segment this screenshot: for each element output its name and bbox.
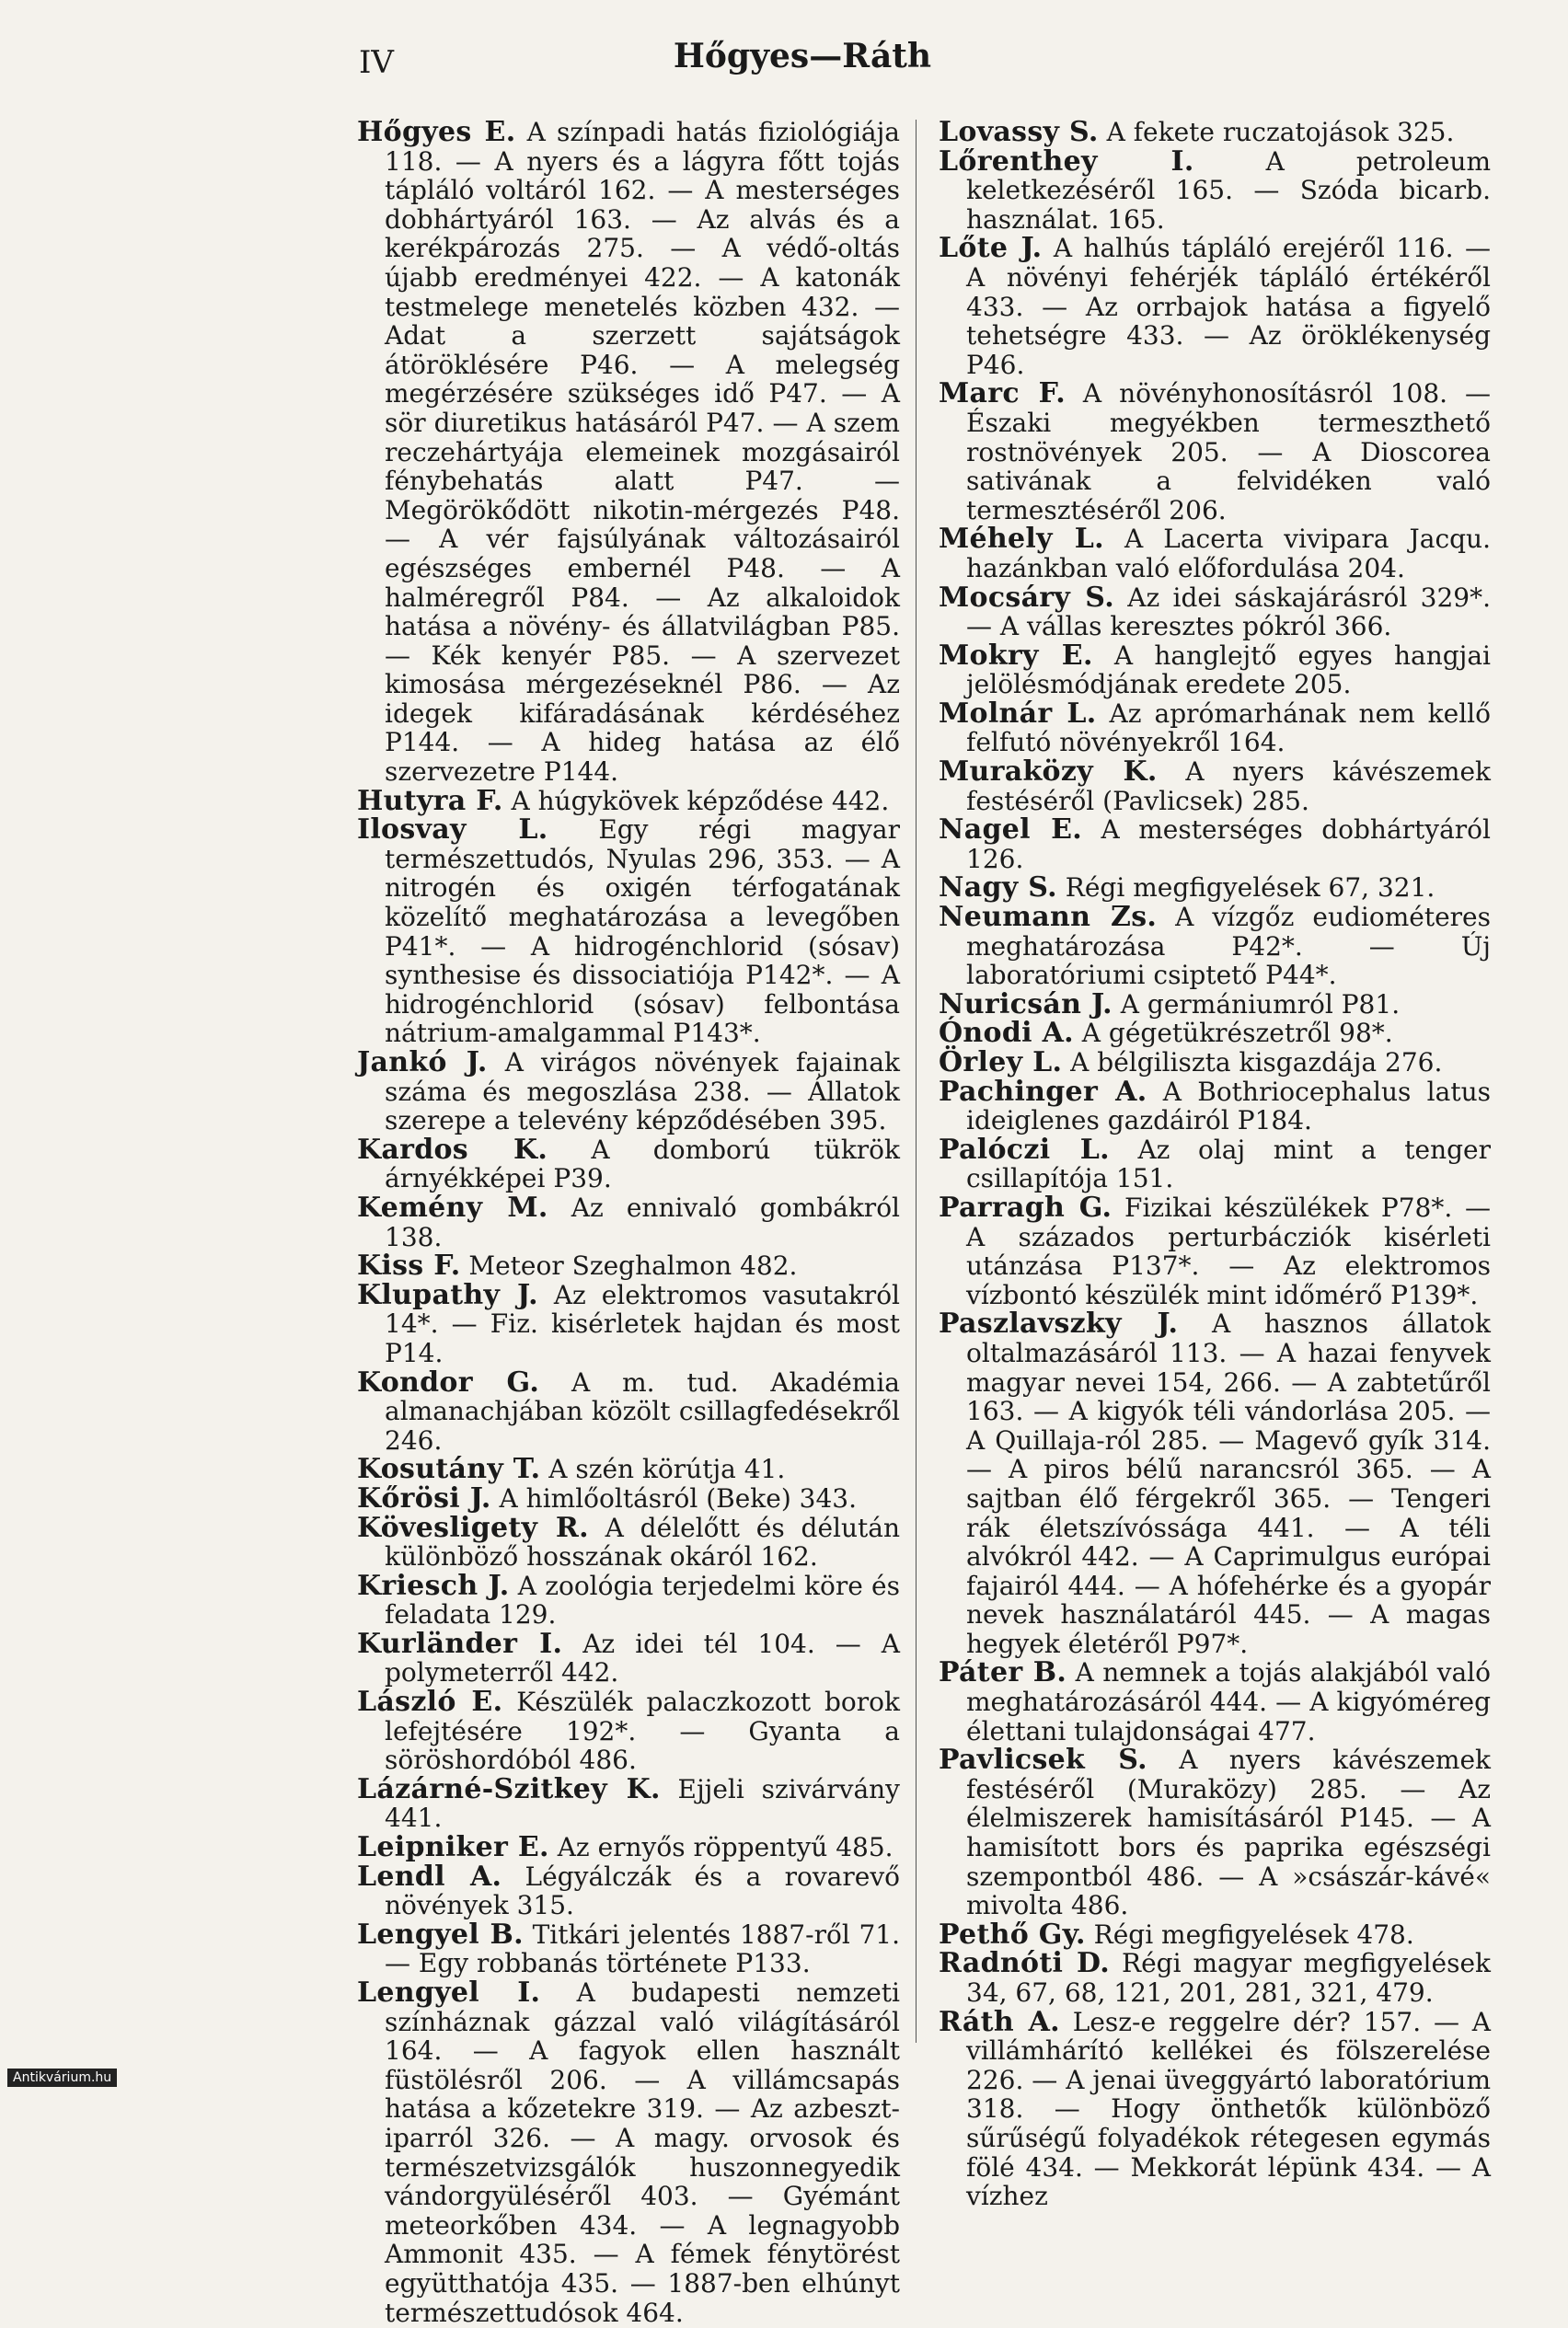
entry-text: A nyers kávészemek festéséről (Pavlicsek) 285. [966, 756, 1491, 816]
entry-text: Régi megfigyelések 67, 321. [1056, 872, 1435, 904]
index-entry [939, 641, 1491, 699]
entry-text: A növényhonosításról 108. — Északi megyékben termeszthető rostnövények 205. — A Dioscorea sativának a felvidéken való termesztéséről 206. [966, 378, 1491, 525]
entry-text: A bélgiliszta kisgazdája 276. [1062, 1047, 1443, 1078]
index-entry [939, 1075, 1491, 1136]
index-entry [357, 1278, 901, 1368]
author-name: Nagy S. [939, 871, 1057, 905]
index-entry [939, 1019, 1491, 1048]
index-entry [939, 144, 1491, 235]
entry-text: Az aprómarhának nem kellő felfutó növényekről 164. [966, 697, 1491, 758]
author-name: Lázárné-Szitkey K. [357, 1772, 661, 1805]
author-name: Nuricsán J. [939, 987, 1113, 1020]
index-entry [939, 1949, 1491, 2007]
author-name: Radnóti D. [939, 1947, 1111, 1980]
entry-text: A halhús tápláló erejéről 116. — A növényi fehérjék tápláló értékéről 433. — Az orrbajok hatása a figyelő tehetségre 433. — Az öröklékenység P46. [966, 233, 1492, 380]
author-name: Klupathy J. [357, 1278, 538, 1311]
index-entry [357, 1862, 900, 1920]
index-entry [357, 1511, 900, 1573]
author-name: Örley L. [939, 1046, 1063, 1078]
entry-text: A nemnek a tojás alakjából való meghatározásáról 444. — A kigyóméreg élettani tulajdonságai 477. [966, 1657, 1491, 1746]
index-entry [357, 1772, 900, 1834]
entry-text: A m. tud. Akadémia almanachjában közölt csillagfedésekről 246. [385, 1366, 900, 1456]
author-name: Mokry E. [939, 639, 1093, 672]
entry-text: A mesterséges dobhártyáról 126. [966, 814, 1491, 874]
entry-text: A húgykövek képződése 442. [502, 785, 890, 816]
index-entry [357, 1627, 900, 1688]
left-column [357, 118, 900, 2327]
index-entry [357, 1978, 900, 2327]
entry-text: A színpadi hatás fiziológiája 118. — A nyers és a lágyra főtt tojás tápláló voltáról 162. — A mesterséges dobhártyáról 163. — Az alvás és a kerékpározás 275. — A védő-oltás újabb eredményei 422. — A katonák testmelege menetelés közben 432. — Adat a szerzett sajátságok átöröklésére P46. — A melegség megérzésére szükséges idő P47. — A sör diuretikus hatásáról P47. — A szem reczehártyája elemeinek mozgásairól fénybehatás alatt P47. — Megörökődött nikotin-mérgezés P48. — A vér fajsúlyának változásairól egészséges embernél P48. — A halméregről P84. — Az alkaloidok hatása a növény- és állatvilágban P85. — Kék kenyér P85. — A szervezet kimosása mérgezéseknél P86. — Az idegek kifáradásának kérdéséhez P144. — A hideg hatása az élő szervezetre P144. [385, 117, 900, 788]
column-divider [916, 120, 917, 2043]
index-entry [357, 784, 900, 817]
index-entry [939, 1135, 1491, 1193]
index-entry [939, 1048, 1491, 1078]
index-entry [357, 815, 900, 1048]
index-entry [357, 1251, 900, 1281]
author-name: Paszlavszky J. [939, 1308, 1179, 1341]
author-name: Neumann Zs. [939, 901, 1158, 934]
index-entry [939, 1193, 1491, 1309]
entry-text: A fekete ruczatojások 325. [1098, 117, 1455, 147]
index-entry [939, 1309, 1491, 1658]
entry-text: Az elektromos vasutakról 14*. — Fiz. kisérletek hajdan és most P14. [385, 1279, 901, 1368]
entry-text: Az olaj mint a tenger csillapítója 151. [966, 1134, 1491, 1194]
author-name: Kövesligety R. [357, 1511, 589, 1544]
author-name: Ráth A. [939, 2005, 1060, 2038]
entry-text: A Lacerta vivipara Jacqu. hazánkban való előfordulása 204. [966, 524, 1491, 583]
entry-text: Készülék palaczkozott borok lefejtésére 192*. — Gyanta a söröshordóból 486. [385, 1687, 900, 1776]
entry-text: A délelőtt és délután különböző hosszának okáról 162. [385, 1512, 900, 1573]
index-entry [939, 757, 1491, 815]
index-entry [357, 1481, 900, 1515]
index-entry [939, 234, 1491, 379]
author-name: Lőrenthey I. [939, 144, 1194, 178]
author-name: Molnár L. [939, 697, 1097, 730]
author-name: Kosutány T. [357, 1453, 541, 1486]
index-entry [939, 815, 1491, 873]
author-name: Nagel E. [939, 813, 1083, 847]
author-name: Hőgyes E. [357, 116, 516, 148]
entry-text: Meteor Szeghalmon 482. [460, 1250, 798, 1282]
author-name: Kondor G. [357, 1366, 540, 1399]
author-name: Lendl A. [357, 1860, 502, 1893]
author-name: Leipniker E. [357, 1831, 549, 1864]
entry-text: A domború tükrök árnyékképei P39. [385, 1134, 900, 1194]
author-name: Kemény M. [357, 1191, 548, 1224]
index-entry [357, 1368, 900, 1456]
author-name: Kőrösi J. [357, 1481, 491, 1515]
index-entry [939, 524, 1491, 582]
right-column [939, 118, 1491, 2211]
index-entry [357, 1455, 900, 1484]
entry-text: A nyers kávészemek festéséről (Muraközy) 285. — Az élelmiszerek hamisításáról P145. — A hamisított bors és paprika egészségi szempontból 486. — A »császár-kávé« mivolta 486. [966, 1745, 1491, 1921]
index-entry [357, 1833, 900, 1862]
entry-text: A hasznos állatok oltalmazásáról 113. — A hazai fenyvek magyar nevei 154, 266. — A zabtetűről 163. — A kigyók téli vándorlása 205. — A Quillaja-ról 285. — Magevő gyík 314. — A piros bélű narancsról 365. — A sajtban élő férgekről 365. — Tengeri rák életszívóssága 441. — A téli alvókról 442. — A Caprimulgus európai fajairól 444. — A hófehérke és a gyopár nevek használatáról 445. — A magas hegyek életéről P97*. [966, 1308, 1491, 1659]
author-name: Lőte J. [939, 232, 1043, 265]
author-name: Pachinger A. [939, 1075, 1147, 1108]
entry-text: Az ernyős röppentyű 485. [548, 1832, 894, 1863]
author-name: Lengyel B. [357, 1918, 524, 1951]
entry-text: A gégetükrészetről 98*. [1073, 1018, 1393, 1049]
author-name: Muraközy K. [939, 755, 1158, 789]
author-name: Marc F. [939, 377, 1066, 410]
index-entry [939, 118, 1491, 147]
author-name: Kiss F. [357, 1250, 461, 1283]
index-entry [939, 987, 1491, 1020]
author-name: Hutyra F. [357, 784, 503, 817]
author-name: Ónodi A. [939, 1017, 1074, 1050]
index-entry [939, 583, 1491, 641]
entry-text: A zoológia terjedelmi köre és feladata 129. [385, 1570, 900, 1631]
entry-text: Egy régi magyar természettudós, Nyulas 296, 353. — A nitrogén és oxigén térfogatának közelítő meghatározása a levegőben P41*. — A hidrogénchlorid (sósav) synthesise és dissociatiója P142*. — A hidrogénchlorid (sósav) felbontása nátrium-amalgammal P143*. [385, 814, 900, 1049]
entry-text: A Bothriocephalus latus ideiglenes gazdáiról P184. [966, 1076, 1491, 1136]
author-name: László E. [357, 1686, 503, 1719]
entry-text: A himlőoltásról (Beke) 343. [490, 1482, 858, 1514]
entry-text: A vízgőz eudiométeres meghatározása P42*. — Új laboratóriumi csiptető P44*. [966, 902, 1491, 991]
author-name: Méhely L. [939, 523, 1104, 556]
index-entry [357, 1193, 900, 1251]
author-name: Pethő Gy. [939, 1918, 1086, 1951]
author-name: Kriesch J. [357, 1569, 510, 1602]
entry-text: Légyálczák és a rovarevő növények 315. [385, 1861, 900, 1921]
entry-text: Az idei tél 104. — A polymeterről 442. [385, 1628, 900, 1688]
index-entry [357, 1135, 900, 1193]
index-entry [939, 1658, 1491, 1746]
index-entry [357, 1048, 900, 1135]
page-number: IV [359, 44, 394, 81]
index-entry [939, 1746, 1491, 1920]
index-entry [939, 2005, 1491, 2212]
index-entry [939, 903, 1491, 990]
entry-text: A hanglejtő egyes hangjai jelölésmódjának eredete 205. [966, 640, 1491, 700]
index-entry [357, 1920, 900, 1978]
author-name: Kurländer I. [357, 1627, 563, 1660]
entry-text: Titkári jelentés 1887-ről 71. — Egy robbanás története P133. [385, 1919, 900, 1979]
entry-text: Régi megfigyelések 478. [1085, 1919, 1414, 1950]
entry-text: A szén körútja 41. [540, 1454, 786, 1485]
entry-text: Az ennivaló gombákról 138. [385, 1192, 901, 1252]
index-entry [939, 1920, 1491, 1950]
index-entry [357, 118, 900, 787]
running-head: Hőgyes—Ráth [673, 37, 932, 75]
entry-text: Lesz-e reggelre dér? 157. — A villámhárító kellékei és fölszerelése 226. — A jenai üveggyártó laboratórium 318. — Hogy önthetők különböző sűrűségű folyadékok rétegesen egymás fölé 434. — Mekkorát lépünk 434. — A vízhez [966, 2006, 1491, 2212]
author-name: Kardos K. [357, 1133, 548, 1166]
entry-text: Fizikai készülékek P78*. — A százados perturbácziók kisérleti utánzása P137*. — Az elektromos vízbontó készülék mint időmérő P139*. [966, 1192, 1491, 1310]
author-name: Mocsáry S. [939, 581, 1114, 614]
entry-text: Az idei sáskajárásról 329*. — A vállas keresztes pókról 366. [966, 582, 1491, 642]
entry-text: A budapesti nemzeti színháznak gázzal való világításáról 164. — A fagyok ellen használt füstölésről 206. — A villámcsapás hatása a kőzetekre 319. — Az azbeszt-iparról 326. — A magy. orvosok és természetvizsgálók huszonnegyedik vándorgyüléséről 403. — Gyémánt meteorkőben 434. — A legnagyobb Ammonit 435. — A fémek fénytörést együtthatója 435. — 1887-ben elhúnyt természettudósok 464. [385, 1977, 900, 2328]
index-entry [357, 1688, 900, 1775]
author-name: Ilosvay L. [357, 813, 548, 847]
index-entry [939, 873, 1491, 903]
author-name: Lengyel I. [357, 1976, 541, 2009]
author-name: Pavlicsek S. [939, 1744, 1147, 1777]
index-entry [939, 699, 1491, 757]
author-name: Lovassy S. [939, 116, 1099, 148]
author-name: Jankó J. [357, 1046, 488, 1078]
entry-text: A petroleum keletkezéséről 165. — Szóda bicarb. használat. 165. [966, 145, 1491, 235]
index-entry [357, 1569, 900, 1631]
entry-text: A virágos növények fajainak száma és megoszlása 238. — Állatok szerepe a televény képződésében 395. [385, 1047, 900, 1136]
author-name: Páter B. [939, 1656, 1067, 1689]
author-name: Parragh G. [939, 1191, 1113, 1224]
author-name: Palóczi L. [939, 1133, 1110, 1166]
watermark: Antikvárium.hu [7, 2069, 117, 2087]
entry-text: A germániumról P81. [1112, 988, 1401, 1020]
entry-text: Ejjeli szivárvány 441. [385, 1773, 900, 1834]
entry-text: Régi magyar megfigyelések 34, 67, 68, 121, 201, 281, 321, 479. [966, 1948, 1491, 2008]
index-entry [939, 379, 1491, 524]
